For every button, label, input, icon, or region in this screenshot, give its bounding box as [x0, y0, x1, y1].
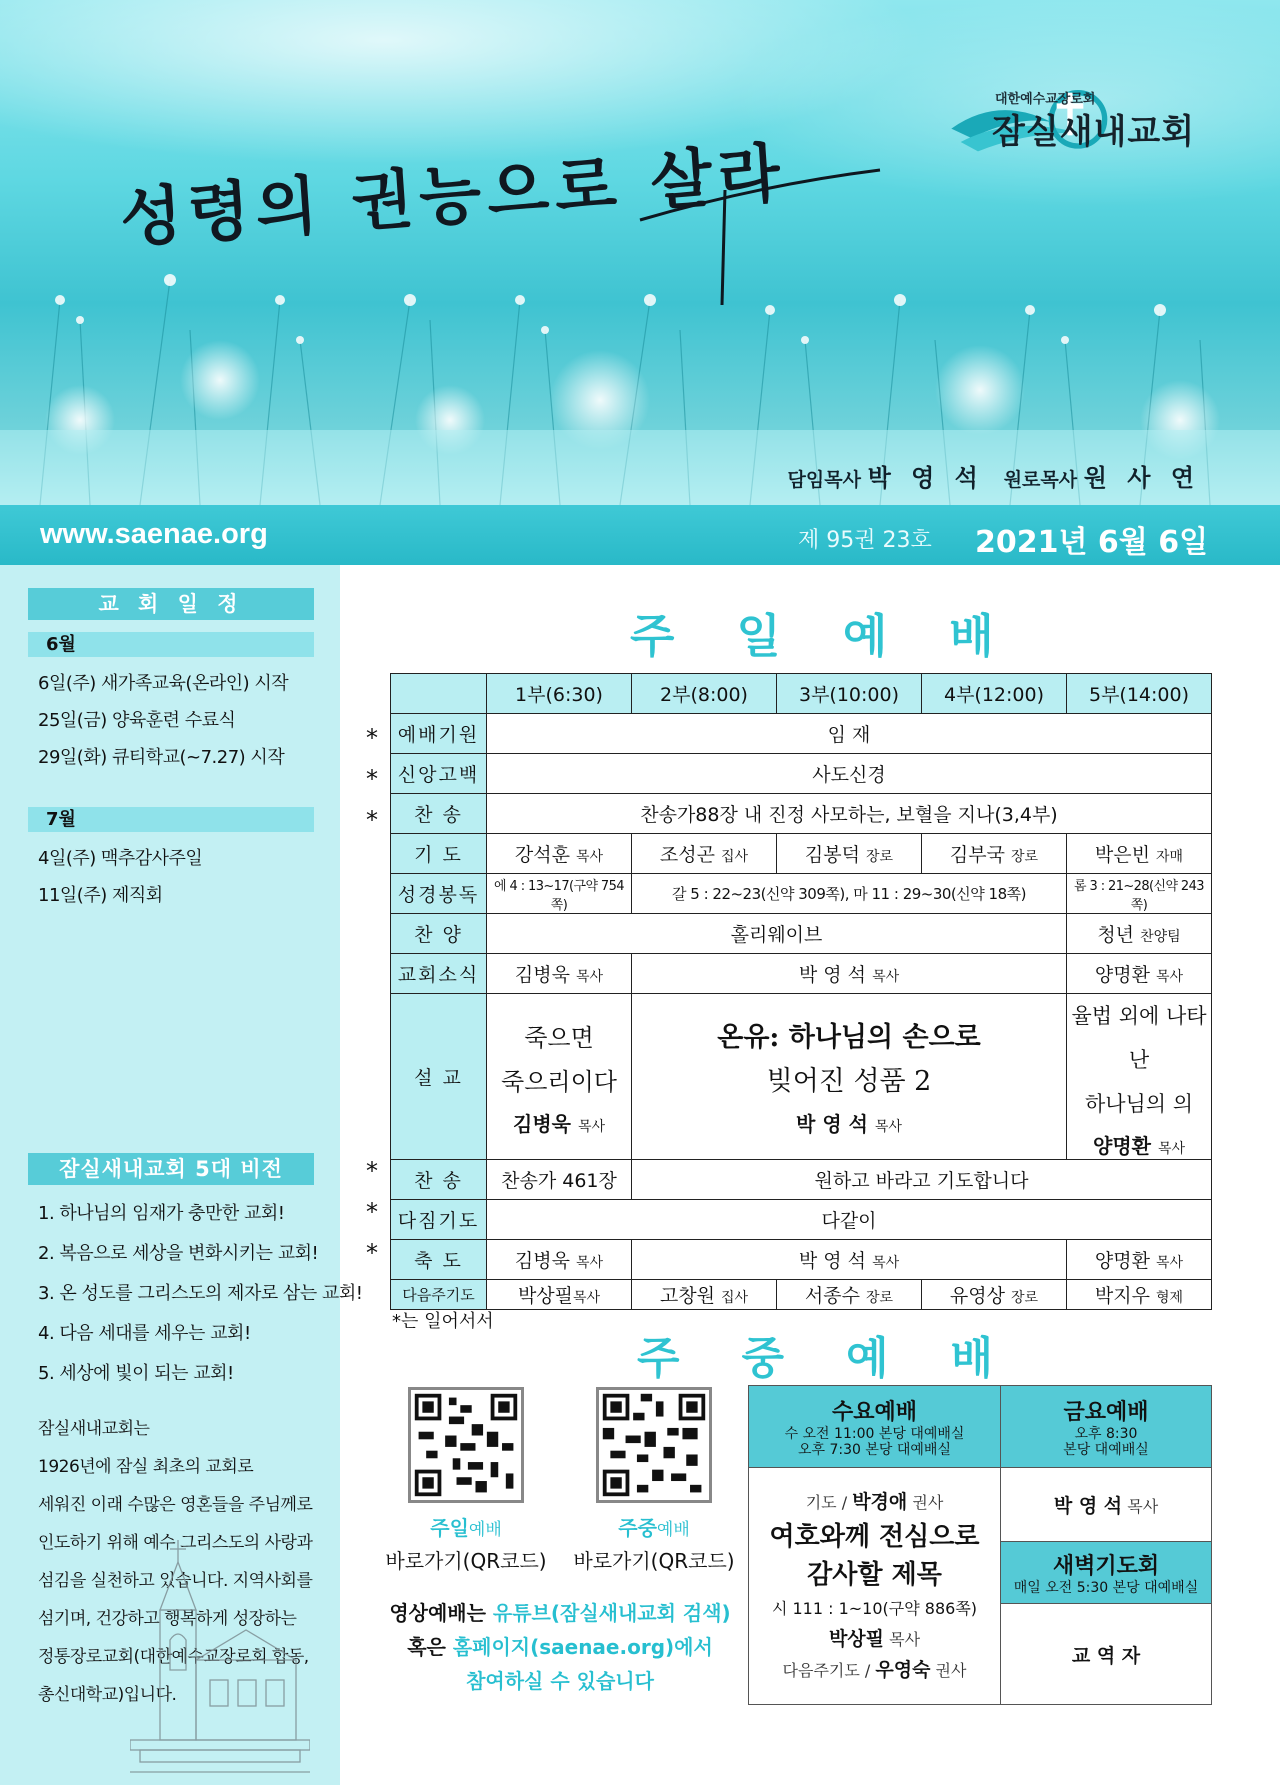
benediction-first: 김병욱	[514, 1250, 570, 1272]
table-row	[391, 874, 1212, 914]
dawn-leader-cell	[1001, 1604, 1212, 1705]
intro-line: 인도하기 위해 예수 그리스도의 사랑과	[38, 1533, 313, 1553]
praise-last-cell	[1067, 914, 1212, 954]
next-prayer-cell	[487, 1280, 632, 1310]
benediction-first-cell	[487, 1240, 632, 1280]
vision-heading: 잠실새내교회 5대 비전	[28, 1153, 314, 1185]
table-row	[391, 794, 1212, 834]
benediction-middle-cell	[632, 1240, 1067, 1280]
praise-last: 청년	[1097, 924, 1135, 946]
row-label: 축 도	[391, 1240, 487, 1280]
benediction-title: 목사	[872, 1255, 900, 1271]
youtube-link[interactable]: 유튜브(잠실새내교회 검색)	[492, 1601, 731, 1625]
friday-title: 금요예배	[1063, 1400, 1149, 1425]
intro-line: 1926년에 잠실 최초의 교회로	[38, 1457, 254, 1477]
next-prayer-title: 목사	[573, 1290, 601, 1306]
row-label: 찬 송	[391, 1160, 487, 1200]
month-label-july: 7월	[28, 807, 314, 832]
website-link[interactable]: www.saenae.org	[40, 518, 268, 550]
row-label: 기 도	[391, 834, 487, 874]
scripture-first: 에 4 : 13~17(구약 754쪽)	[487, 874, 632, 914]
next-prayer-cell	[1067, 1280, 1212, 1310]
wednesday-header	[749, 1386, 1001, 1468]
news-last-cell	[1067, 954, 1212, 994]
stand-marker: *	[366, 1157, 378, 1185]
sermon-main-preacher: 박 영 석	[796, 1112, 868, 1136]
news-title: 목사	[1156, 969, 1184, 985]
prayer-title: 자매	[1156, 849, 1184, 865]
stand-marker: *	[366, 724, 378, 752]
wednesday-sermon-title: 여호와께 전심으로	[769, 1521, 980, 1552]
news-first-cell	[487, 954, 632, 994]
prayer-cell	[777, 834, 922, 874]
preacher-title: 목사	[889, 1629, 921, 1649]
row-label: 다짐기도	[391, 1200, 487, 1240]
homepage-link[interactable]: 홈페이지(saenae.org)에서	[452, 1635, 713, 1659]
friday-header	[1001, 1386, 1212, 1468]
friday-preacher	[1001, 1468, 1212, 1542]
friday-preacher-name: 박 영 석	[1053, 1495, 1123, 1517]
next-prayer-title: 권사	[935, 1660, 967, 1680]
news-middle-cell	[632, 954, 1067, 994]
intro-line: 세워진 이래 수많은 영혼들을 주님께로	[38, 1495, 313, 1515]
sermon-last-preacher: 양명환	[1093, 1134, 1151, 1158]
pastors-line	[788, 458, 1200, 493]
stand-marker: *	[366, 1239, 378, 1267]
stand-marker: *	[366, 765, 378, 793]
next-prayer-title: 형제	[1156, 1290, 1184, 1306]
creed-value: 사도신경	[487, 754, 1212, 794]
sermon-main-preacher-line	[634, 1108, 1064, 1137]
sermon-row	[391, 994, 1212, 1160]
table-row	[391, 714, 1212, 754]
qr-midweek-main: 주중	[618, 1516, 657, 1540]
sermon-preacher-title: 목사	[1157, 1141, 1185, 1157]
service-time: 2부(8:00)	[632, 674, 777, 714]
vision-item: 4. 다음 세대를 세우는 교회!	[38, 1323, 251, 1344]
prayer-cell	[487, 834, 632, 874]
qr-midweek-label[interactable]	[564, 1512, 744, 1574]
online-worship-notice	[380, 1596, 740, 1698]
service-time: 3부(10:00)	[777, 674, 922, 714]
intro-line: 정통장로교회(대한예수교장로회 합동,	[38, 1647, 309, 1667]
row-label: 예배기원	[391, 714, 487, 754]
row-label: 찬 양	[391, 914, 487, 954]
prayer-name: 조성곤	[659, 844, 715, 866]
sermon-first-preacher: 김병욱	[513, 1112, 571, 1136]
service-header-row	[391, 674, 1212, 714]
row-label: 설 교	[391, 994, 487, 1160]
friday-time: 본당 대예배실	[1063, 1442, 1149, 1458]
news-first: 김병욱	[514, 964, 570, 986]
dawn-leader: 교 역 자	[1071, 1644, 1141, 1667]
service-time: 4부(12:00)	[922, 674, 1067, 714]
schedule-heading: 교 회 일 정	[28, 588, 314, 620]
sermon-last-title: 율법 외에 나타난	[1071, 1004, 1207, 1072]
table-row	[391, 954, 1212, 994]
sermon-first-title: 죽으리이다	[501, 1068, 617, 1096]
stand-marker: *	[366, 806, 378, 834]
schedule-item: 6일(주) 새가족교육(온라인) 시작	[38, 673, 289, 694]
dawn-title: 새벽기도회	[1052, 1554, 1160, 1579]
emeritus-pastor-title: 원로목사	[1003, 469, 1078, 491]
row-label: 교회소식	[391, 954, 487, 994]
prayer-title: 장로	[1011, 849, 1039, 865]
sermon-preacher-title: 목사	[577, 1119, 605, 1135]
preacher-name: 박상필	[828, 1627, 885, 1650]
row-label: 성경봉독	[391, 874, 487, 914]
denomination-label: 대한예수교장로회	[995, 92, 1096, 107]
wednesday-body	[749, 1468, 1001, 1705]
row-label: 찬 송	[391, 794, 487, 834]
corner-cell	[391, 674, 487, 714]
sermon-preacher-title: 목사	[874, 1119, 902, 1135]
wednesday-time: 수 오전 11:00 본당 대예배실	[784, 1426, 965, 1442]
video-text-part: 혹은	[407, 1635, 453, 1659]
invocation-value: 임 재	[487, 714, 1212, 754]
intro-line: 잠실새내교회는	[38, 1419, 150, 1439]
service-time: 5부(14:00)	[1067, 674, 1212, 714]
stand-marker: *	[366, 1198, 378, 1226]
next-prayer-name: 서종수	[804, 1285, 860, 1307]
news-title: 목사	[576, 969, 604, 985]
news-title: 목사	[872, 969, 900, 985]
month-label-june: 6월	[28, 632, 314, 657]
sermon-first-cell	[487, 994, 632, 1160]
wednesday-title: 수요예배	[831, 1400, 917, 1425]
row-label: 신앙고백	[391, 754, 487, 794]
qr-midweek-link: 바로가기(QR코드)	[573, 1549, 735, 1573]
next-prayer-title: 집사	[721, 1290, 749, 1306]
slogan-title: 성령의 권능으로 살라	[117, 135, 789, 257]
qr-midweek-sub: 예배	[656, 1520, 690, 1540]
table-row	[391, 834, 1212, 874]
sunday-worship-title: 주일예배	[630, 609, 1056, 663]
sermon-first-title: 죽으면	[524, 1024, 594, 1052]
qr-code-sunday-icon[interactable]	[408, 1387, 524, 1503]
service-time: 1부(6:30)	[487, 674, 632, 714]
video-text-part: 영상예배는	[389, 1601, 493, 1625]
next-prayer-name: 고창원	[659, 1285, 715, 1307]
vision-item: 2. 복음으로 세상을 변화시키는 교회!	[38, 1243, 319, 1264]
qr-sunday-label[interactable]	[376, 1512, 556, 1574]
table-row	[391, 1280, 1212, 1310]
info-bar	[0, 505, 1280, 565]
intro-line: 총신대학교)입니다.	[38, 1685, 177, 1705]
prayer-title: 집사	[721, 849, 749, 865]
prayer-cell	[1067, 834, 1212, 874]
header-banner	[0, 0, 1280, 505]
schedule-item: 25일(금) 양육훈련 수료식	[38, 710, 236, 731]
friday-preacher-title: 목사	[1127, 1497, 1159, 1516]
dawn-time: 매일 오전 5:30 본당 대예배실	[1013, 1580, 1199, 1596]
schedule-item: 4일(주) 맥추감사주일	[38, 848, 203, 869]
scripture-middle: 갈 5 : 22~23(신약 309쪽), 마 11 : 29~30(신약 18쪽)	[632, 874, 1067, 914]
wednesday-next-prayer	[749, 1655, 1000, 1686]
resolution-value: 다같이	[487, 1200, 1212, 1240]
qr-code-midweek-icon[interactable]	[596, 1387, 712, 1503]
prayer-title: 목사	[576, 849, 604, 865]
wednesday-prayer	[749, 1487, 1000, 1518]
table-row	[391, 914, 1212, 954]
next-prayer-name: 우영숙	[875, 1658, 931, 1681]
dawn-header	[1001, 1542, 1212, 1604]
vision-item: 1. 하나님의 임재가 충만한 교회!	[38, 1203, 285, 1224]
qr-sunday-main: 주일	[430, 1516, 469, 1540]
wednesday-sermon-title: 감사할 제목	[807, 1559, 942, 1590]
hymn-value: 찬송가88장 내 진정 사모하는, 보혈을 지나(3,4부)	[487, 794, 1212, 834]
qr-sunday-sub: 예배	[468, 1520, 502, 1540]
next-prayer-cell	[922, 1280, 1067, 1310]
prayer-title: 권사	[912, 1492, 944, 1512]
table-row	[391, 1160, 1212, 1200]
prayer-title: 장로	[866, 849, 894, 865]
senior-pastor-name: 박 영 석	[867, 464, 984, 492]
sermon-last-title: 하나님의 의	[1084, 1092, 1194, 1116]
next-prayer-cell	[632, 1280, 777, 1310]
benediction-title: 목사	[576, 1255, 604, 1271]
scripture-last: 롬 3 : 21~28(신약 243쪽)	[1067, 874, 1212, 914]
news-middle: 박 영 석	[798, 964, 867, 986]
intro-line: 섬기며, 건강하고 행복하게 성장하는	[38, 1609, 297, 1629]
midweek-table	[748, 1385, 1212, 1705]
schedule-item: 11일(주) 제직회	[38, 885, 163, 906]
friday-time: 오후 8:30	[1074, 1426, 1138, 1442]
sermon-main-cell	[632, 994, 1067, 1160]
sermon-last-preacher-line	[1069, 1130, 1209, 1159]
prayer-name: 김봉덕	[804, 844, 860, 866]
standing-note: *는 일어서서	[392, 1311, 494, 1332]
row-label: 다음주기도	[391, 1280, 487, 1310]
emeritus-pastor-name: 원 사 연	[1083, 464, 1200, 492]
wednesday-preacher	[749, 1624, 1000, 1655]
next-prayer-name: 박상필	[517, 1285, 573, 1307]
bulletin-date: 2021년 6월 6일	[975, 525, 1209, 560]
church-name: 잠실새내교회	[992, 112, 1196, 152]
news-last: 양명환	[1094, 964, 1150, 986]
prayer-label: 기도 /	[805, 1492, 853, 1512]
prayer-cell	[922, 834, 1067, 874]
sermon-first-preacher-line	[489, 1108, 629, 1137]
wednesday-scripture: 시 111 : 1~10(구약 886쪽)	[771, 1598, 978, 1618]
prayer-name: 김부국	[949, 844, 1005, 866]
vision-item: 5. 세상에 빛이 되는 교회!	[38, 1363, 234, 1384]
table-row	[391, 1240, 1212, 1280]
worship-order-table	[390, 673, 1212, 1310]
next-prayer-name: 박지우	[1094, 1285, 1150, 1307]
table-row	[391, 754, 1212, 794]
prayer-cell	[632, 834, 777, 874]
hymn2-main: 원하고 바라고 기도합니다	[632, 1160, 1212, 1200]
vision-item: 3. 온 성도를 그리스도의 제자로 삼는 교회!	[38, 1283, 363, 1304]
schedule-item: 29일(화) 큐티학교(~7.27) 시작	[38, 747, 285, 768]
next-prayer-cell	[777, 1280, 922, 1310]
praise-main: 홀리웨이브	[487, 914, 1067, 954]
church-building-icon	[130, 1540, 310, 1780]
sermon-last-cell	[1067, 994, 1212, 1160]
praise-last-sub: 찬양팀	[1140, 929, 1181, 945]
intro-line: 섬김을 실천하고 있습니다. 지역사회를	[38, 1571, 313, 1591]
senior-pastor-title: 담임목사	[787, 469, 861, 491]
next-prayer-label: 다음주기도 /	[782, 1660, 876, 1680]
next-prayer-name: 유영상	[949, 1285, 1005, 1307]
qr-sunday-link: 바로가기(QR코드)	[385, 1549, 547, 1573]
benediction-title: 목사	[1156, 1255, 1184, 1271]
wednesday-time: 오후 7:30 본당 대예배실	[798, 1442, 951, 1458]
sermon-main-title: 온유: 하나님의 손으로	[717, 1022, 981, 1053]
benediction-last-cell	[1067, 1240, 1212, 1280]
table-row	[391, 1200, 1212, 1240]
next-prayer-title: 장로	[1011, 1290, 1039, 1306]
midweek-worship-title: 주중예배	[637, 1333, 1056, 1384]
prayer-name: 박은빈	[1094, 844, 1150, 866]
video-text-part: 참여하실 수 있습니다	[466, 1669, 654, 1693]
next-prayer-title: 장로	[866, 1290, 894, 1306]
issue-number: 제 95권 23호	[798, 528, 932, 553]
slogan-stroke	[0, 0, 1280, 505]
hymn2-first: 찬송가 461장	[487, 1160, 632, 1200]
benediction-middle: 박 영 석	[798, 1250, 867, 1272]
prayer-name: 박경애	[852, 1490, 908, 1513]
benediction-last: 양명환	[1094, 1250, 1150, 1272]
sermon-main-title: 빚어진 성품 2	[766, 1066, 932, 1097]
prayer-name: 강석훈	[514, 844, 570, 866]
